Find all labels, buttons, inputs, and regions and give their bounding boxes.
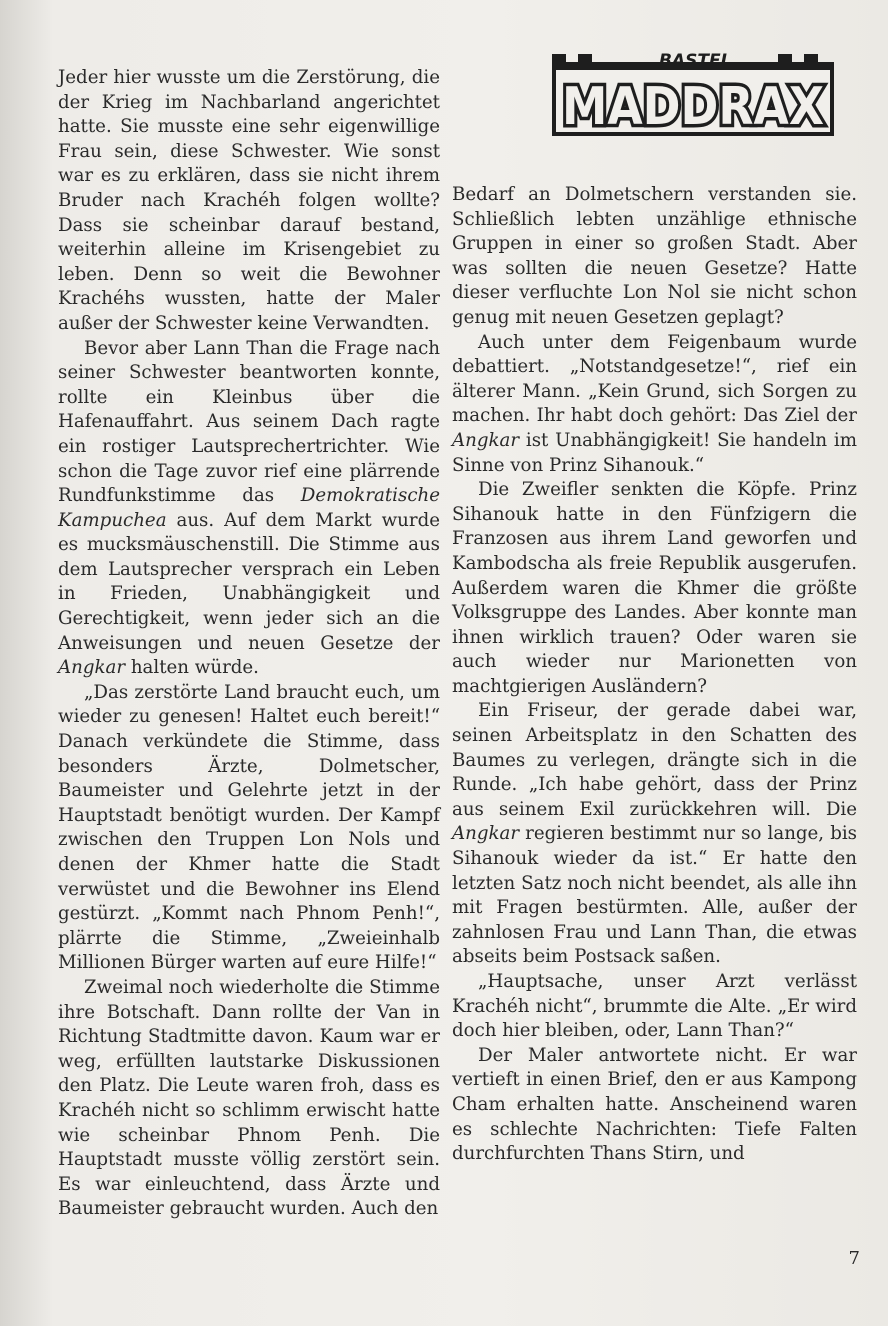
paragraph: Bevor aber Lann Than die Frage nach seiner Schwester beantworten konnte, rollte ein Kleinbus über die Hafenauffahrt. Aus seinem Dach ragte ein rostiger Lautsprechertrichter. Wie schon die Tage zuvor rief eine plärrende Rundfunkstimme das Demokratische Kampuchea aus. Auf dem Markt wurde es mucksmäuschenstill. Die Stimme aus dem Lautsprecher versprach ein Leben in Frieden, Unabhängigkeit und Gerechtigkeit, wenn jeder sich an die Anweisungen und neuen Gesetze der Angkar halten würde.: [58, 337, 440, 679]
paragraph: Jeder hier wusste um die Zerstörung, die der Krieg im Nachbarland angerichtet hatte. Sie musste eine sehr eigenwillige Frau sein, diese Schwester. Wie sonst war es zu erklären, dass sie nicht ihrem Bruder nach Krachéh folgen wollte? Dass sie scheinbar darauf bestand, weiterhin alleine im Krisengebiet zu leben. Denn so weit die Bewohner Krachéhs wussten, hatte der Maler außer der Schwester keine Verwandten.: [58, 67, 440, 334]
text-column-right: [452, 183, 857, 1167]
paragraph: Die Zweifler senkten die Köpfe. Prinz Sihanouk hatte in den Fünfzigern die Franzosen aus ihrem Land geworfen und Kambodscha als freie Republik ausgerufen. Außerdem waren die Khmer die größte Volksgruppe des Landes. Aber konnte man ihnen wirklich trauen? Oder waren sie auch wieder nur Marionetten von machtgierigen Ausländern?: [452, 479, 857, 697]
paragraph: „Hauptsache, unser Arzt verlässt Krachéh nicht“, brummte die Alte. „Er wird doch hier bleiben, oder, Lann Than?“: [452, 971, 857, 1042]
paragraph: Ein Friseur, der gerade dabei war, seinen Arbeitsplatz in den Schatten des Baumes zu verlegen, drängte sich in die Runde. „Ich habe gehört, dass der Prinz aus seinem Exil zurückkehren will. Die Angkar regieren bestimmt nur so lange, bis Sihanouk wieder da ist.“ Er hatte den letzten Satz noch nicht beendet, als alle ihn mit Fragen bestürmten. Alle, außer der zahnlosen Frau und Lann Than, die etwas abseits beim Postsack saßen.: [452, 700, 857, 968]
paragraph: „Das zerstörte Land braucht euch, um wieder zu genesen! Haltet euch bereit!“ Danach verkündete die Stimme, dass besonders Ärzte, Dolmetscher, Baumeister und Gelehrte jetzt in der Hauptstadt benötigt wurden. Der Kampf zwischen den Truppen Lon Nols und denen der Khmer hatte die Stadt verwüstet und die Bewohner ins Elend gestürzt. „Kommt nach Phnom Penh!“, plärrte die Stimme, „Zweieinhalb Millionen Bürger warten auf eure Hilfe!“: [58, 681, 440, 974]
maddrax-logo-graphic: [552, 44, 834, 144]
paragraph: Der Maler antwortete nicht. Er war vertieft in einen Brief, den er aus Kampong Cham erhalten hatte. Anscheinend waren es schlechte Nachrichten: Tiefe Falten durchfurchten Thans Stirn, und: [452, 1044, 857, 1165]
paragraph: Auch unter dem Feigenbaum wurde debattiert. „Notstandgesetze!“, rief ein älterer Mann. „Kein Grund, sich Sorgen zu machen. Ihr habt doch gehört: Das Ziel der Angkar ist Unabhängigkeit! Sie handeln im Sinne von Prinz Sihanouk.“: [452, 331, 857, 476]
logo-series-text: MADDRAX: [562, 77, 824, 137]
text-column-left: [58, 66, 440, 1222]
paragraph: Bedarf an Dolmetschern verstanden sie. Schließlich lebten unzählige ethnische Gruppen in einer so großen Stadt. Aber was sollten die neuen Gesetze? Hatte dieser verfluchte Lon Nol sie nicht schon genug mit neuen Gesetzen geplagt?: [452, 184, 857, 328]
page-number: 7: [848, 1248, 860, 1269]
logo-brand-text: BASTEI: [659, 51, 727, 71]
paragraph: Zweimal noch wiederholte die Stimme ihre Botschaft. Dann rollte der Van in Richtung Stadtmitte davon. Kaum war er weg, erfüllten lautstarke Diskussionen den Platz. Die Leute waren froh, dass es Krachéh nicht so schlimm erwischt hatte wie scheinbar Phnom Penh. Die Hauptstadt musste völlig zerstört sein. Es war einleuchtend, dass Ärzte und Baumeister gebraucht wurden. Auch den: [58, 976, 440, 1220]
maddrax-logo: [552, 44, 834, 144]
